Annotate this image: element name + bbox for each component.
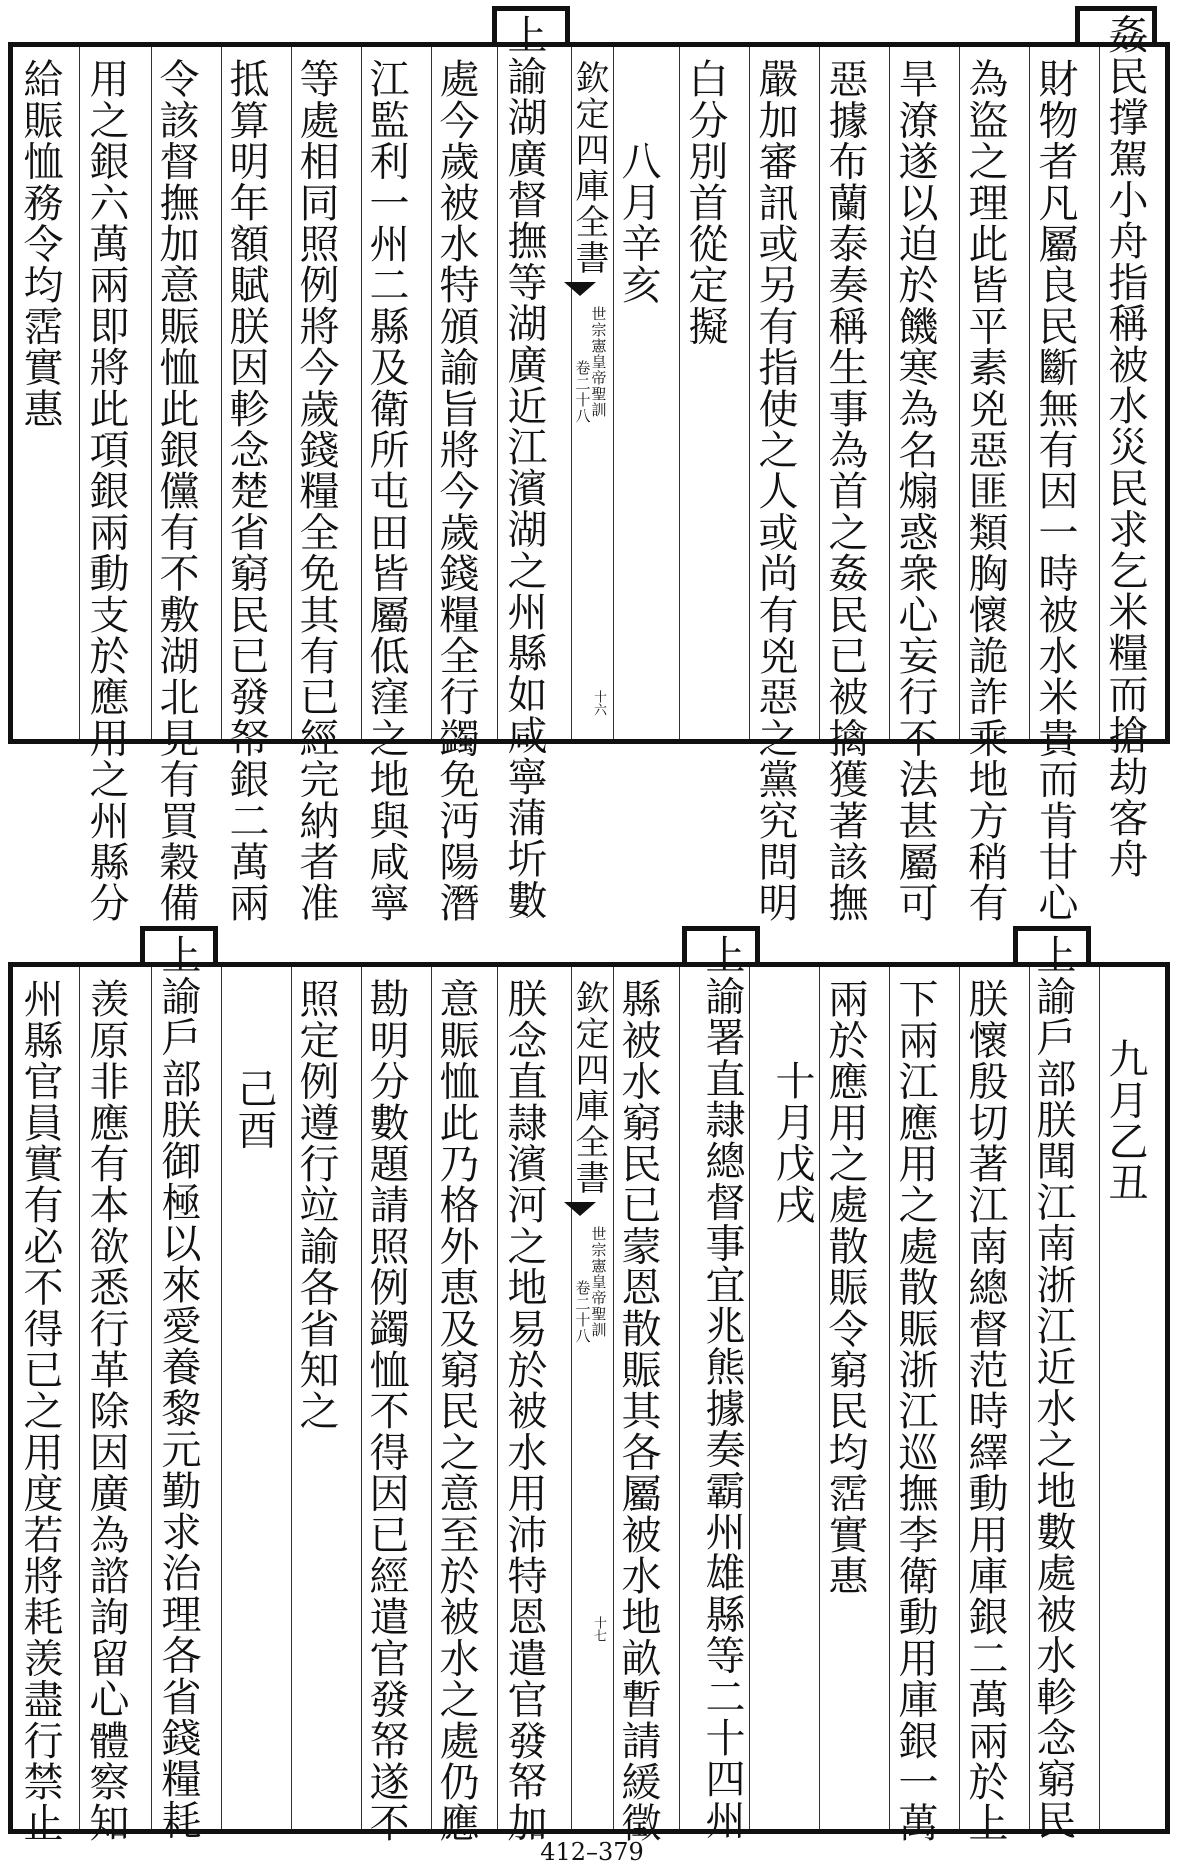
bottom-col-6: 十月戊戌 <box>769 1060 815 1225</box>
top-col-6: 嚴加審訊或另有指使之人或尚有兇惡之黨究問明 <box>752 58 798 924</box>
page-reference: 412–379 <box>540 1838 644 1866</box>
bottom-col-3: 朕懷殷切著江南總督范時繹動用庫銀二萬兩於上 <box>962 978 1008 1844</box>
top-col-3: 為盜之理此皆平素兇惡匪類胸懷詭詐乘地方稍有 <box>962 58 1008 924</box>
bottom-col-10: 意賑恤此乃格外恵及窮民之意至於被水之處仍應 <box>433 978 479 1844</box>
top-col-2: 財物者凡屬良民斷無有因一時被水米貴而肯甘心 <box>1032 58 1078 924</box>
bottom-center-title: 欽定四庫全書 <box>569 980 609 1196</box>
bottom-col-5: 兩於應用之處散賑令窮民均霑實惠 <box>822 978 868 1596</box>
top-fishtail <box>564 282 596 296</box>
bottom-col-11: 勘明分數題請照例蠲恤不得因已經遣官發帑遂不 <box>363 978 409 1844</box>
top-center-title: 欽定四庫全書 <box>569 60 609 276</box>
top-page <box>0 0 1184 924</box>
bottom-page <box>0 920 1184 1844</box>
top-col-14: 令該督撫加意賑恤此銀儻有不敷湖北見有買穀備 <box>153 58 199 924</box>
bottom-col-14: 上諭戶部朕御極以來愛養黎元勤求治理各省錢糧耗 <box>155 934 201 1841</box>
bottom-col-8: 縣被水窮民已蒙恩散賑其各屬被水地畝暫請緩徵 <box>615 978 661 1844</box>
top-col-15: 用之銀六萬兩即將此項銀兩動支於應用之州縣分 <box>83 58 129 924</box>
top-col-10: 處今歲被水特頒諭旨將今歲錢糧全行蠲免沔陽潛 <box>433 58 479 924</box>
bottom-col-7: 上諭署直隷總督事宜兆熊據奏霸州雄縣等二十四州 <box>699 934 745 1841</box>
bottom-col-16: 州縣官員實有必不得已之用度若將耗羡盡行禁止 <box>17 978 63 1844</box>
top-center-sub: 世宗憲皇帝聖訓 <box>589 306 608 418</box>
top-col-7: 白分別首從定擬 <box>682 58 728 347</box>
top-center-juan: 卷二十八 <box>573 360 592 424</box>
bottom-col-2: 上諭戶部朕聞江南浙江近水之地數處被水軫念窮民 <box>1030 934 1076 1841</box>
top-col-11: 江監利一州二縣及衛所屯田皆屬低窪之地與咸寧 <box>363 58 409 924</box>
top-col-8: 八月辛亥 <box>615 140 661 305</box>
bottom-col-13: 己酉 <box>231 1068 277 1151</box>
bottom-col-12: 照定例遵行竝諭各省知之 <box>293 978 339 1432</box>
bottom-col-1: 九月乙丑 <box>1102 1038 1148 1203</box>
bottom-col-15: 羡原非應有本欲悉行革除因廣為諮詢留心體察知 <box>83 978 129 1844</box>
top-col-1: 姦民撑駕小舟指稱被水災民求乞米糧而搶劫客舟 <box>1102 14 1148 880</box>
top-col-9: 上諭湖廣督撫等湖廣近江濱湖之州縣如咸寧蒲圻數 <box>501 14 547 921</box>
top-page-number: 十六 <box>591 690 606 716</box>
bottom-page-number: 十七 <box>591 1616 606 1642</box>
bottom-col-4: 下兩江應用之處散賑浙江巡撫李衛動用庫銀一萬 <box>892 978 938 1844</box>
top-col-13: 抵算明年額賦朕因軫念楚省窮民已發帑銀二萬兩 <box>223 58 269 924</box>
top-col-12: 等處相同照例將今歲錢糧全免其有已經完納者准 <box>293 58 339 924</box>
bottom-center-sub: 世宗憲皇帝聖訓 <box>589 1226 608 1338</box>
top-col-16: 給賑恤務令均霑實惠 <box>17 58 63 429</box>
bottom-center-juan: 卷二十八 <box>573 1280 592 1344</box>
top-col-5: 惡據布蘭泰奏稱生事為首之姦民已被擒獲著該撫 <box>822 58 868 924</box>
top-col-4: 旱潦遂以迫於饑寒為名煽惑衆心妄行不法甚屬可 <box>892 58 938 924</box>
bottom-fishtail <box>564 1202 596 1216</box>
bottom-col-9: 朕念直隷濱河之地易於被水用沛特恩遣官發帑加 <box>501 978 547 1844</box>
